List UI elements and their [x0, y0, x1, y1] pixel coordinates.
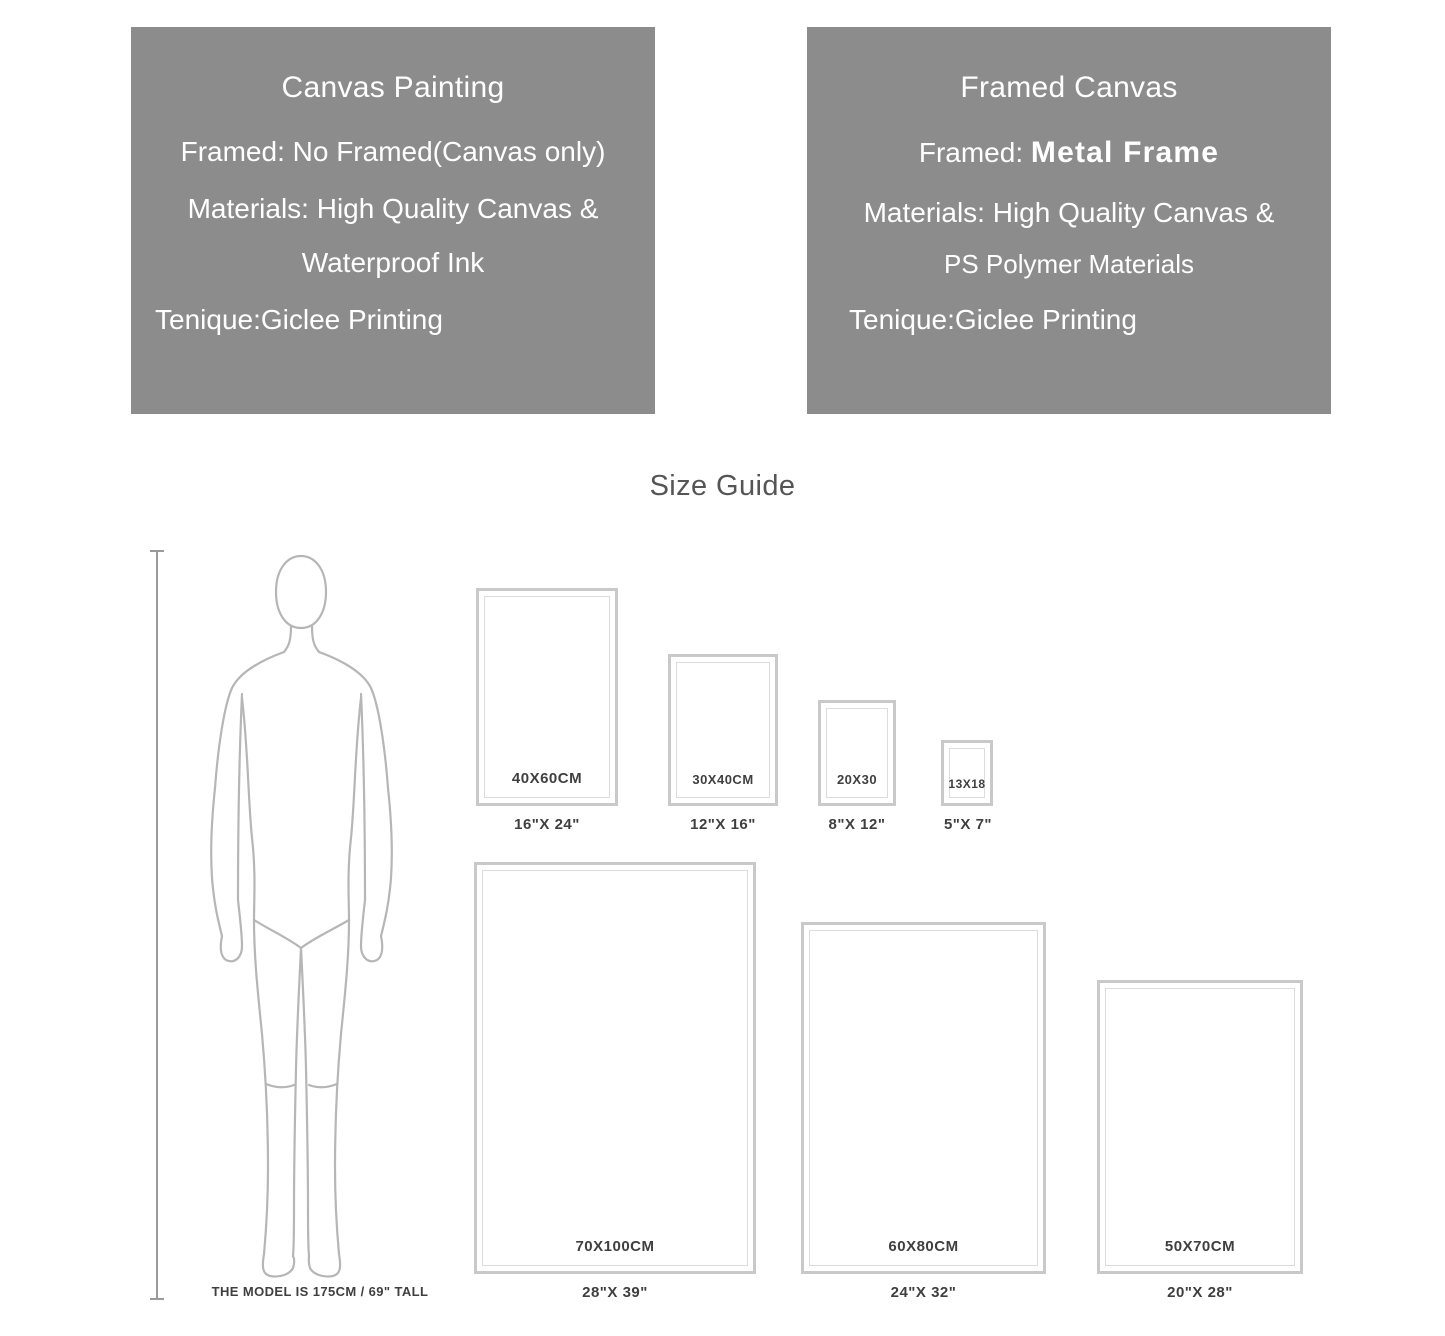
framed-canvas-materials-line2: PS Polymer Materials [944, 248, 1194, 279]
model-height-caption: THE MODEL IS 175CM / 69" TALL [211, 1284, 429, 1299]
frame-40x60-in-label: 16"X 24" [514, 816, 580, 833]
framed-canvas-info-panel [807, 27, 1331, 414]
frame-70x100-in-label: 28"X 39" [582, 1284, 648, 1301]
frame-20x30-cm-label: 20X30 [836, 772, 878, 787]
frame-13x18-in-label: 5"X 7" [943, 816, 993, 833]
frame-60x80-in-label: 24"X 32" [890, 1284, 957, 1301]
framed-canvas-framed-line [825, 130, 1313, 177]
frame-40x60-cm-label: 40X60CM [511, 770, 583, 787]
canvas-painting-materials-line1: Materials: High Quality Canvas & [187, 193, 599, 225]
size-guide-diagram [0, 520, 1445, 1310]
frame-50x70-cm-label: 50X70CM [1164, 1238, 1236, 1255]
frame-13x18-cm-label: 13X18 [948, 777, 986, 791]
height-measure-bar-icon [150, 550, 164, 1300]
framed-canvas-framed-prefix: Framed: [918, 137, 1024, 168]
frame-50x70-in-label: 20"X 28" [1167, 1284, 1233, 1301]
framed-canvas-technique-line: Tenique:Giclee Printing [849, 304, 1137, 336]
frame-30x40-in-label: 12"X 16" [690, 816, 756, 833]
frame-60x80-cm-label: 60X80CM [888, 1238, 959, 1255]
framed-canvas-title: Framed Canvas [960, 71, 1178, 104]
framed-canvas-frame-type: Metal Frame [1030, 136, 1220, 169]
frame-20x30-in-label: 8"X 12" [828, 816, 886, 833]
size-guide-title: Size Guide [649, 470, 796, 502]
canvas-painting-title: Canvas Painting [281, 71, 505, 104]
frame-50x70 [1097, 980, 1303, 1274]
frame-70x100-cm-label: 70X100CM [575, 1238, 655, 1255]
framed-canvas-materials-line1: Materials: High Quality Canvas & [863, 196, 1275, 228]
human-model-silhouette-icon [196, 548, 406, 1288]
canvas-painting-technique-line: Tenique:Giclee Printing [155, 304, 443, 336]
frame-20x30 [818, 700, 896, 806]
frame-30x40-cm-label: 30X40CM [692, 772, 754, 787]
canvas-painting-materials-line2: Waterproof Ink [301, 246, 485, 278]
frame-30x40 [668, 654, 778, 806]
canvas-painting-framed-line: Framed: No Framed(Canvas only) [180, 136, 606, 167]
frame-40x60 [476, 588, 618, 806]
canvas-painting-info-panel [131, 27, 655, 414]
frame-70x100 [474, 862, 756, 1274]
frame-13x18 [941, 740, 993, 806]
frame-60x80 [801, 922, 1046, 1274]
